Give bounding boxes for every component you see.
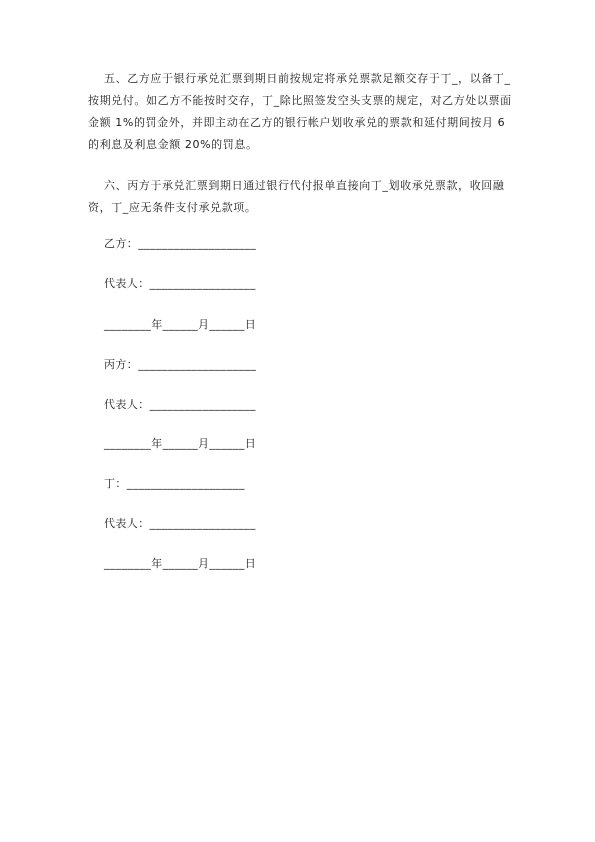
party-b-date-line: ________年______月______日 (104, 318, 257, 331)
clause-five: 五、乙方应于银行承兑汇票到期日前按规定将承兑票款足额交存于丁_，以备丁_按期兑付。如乙方不能按时交存，丁_除比照签发空头支票的规定，对乙方处以票面金额 1%的罚金外，并即主动在乙方的银行帐户划收承兑的票款和延付期间按月 6 的利息及利息金额 20%的罚息。 (88, 72, 512, 151)
party-c-signature-line: 丙方：____________________ (104, 358, 257, 371)
party-c-date-line: ________年______月______日 (104, 437, 257, 450)
party-b-representative-line: 代表人：__________________ (104, 277, 256, 290)
party-c-representative-line: 代表人：__________________ (104, 398, 256, 411)
party-d-date-line: ________年______月______日 (104, 557, 257, 570)
party-d-representative-line: 代表人：__________________ (104, 517, 256, 530)
clause-six: 六、丙方于承兑汇票到期日通过银行代付报单直接向丁_划收承兑票款，收回融资，丁_应无条件支付承兑款项。 (88, 179, 505, 214)
party-b-signature-line: 乙方：____________________ (104, 237, 257, 250)
party-d-signature-line: 丁：____________________ (104, 477, 245, 490)
